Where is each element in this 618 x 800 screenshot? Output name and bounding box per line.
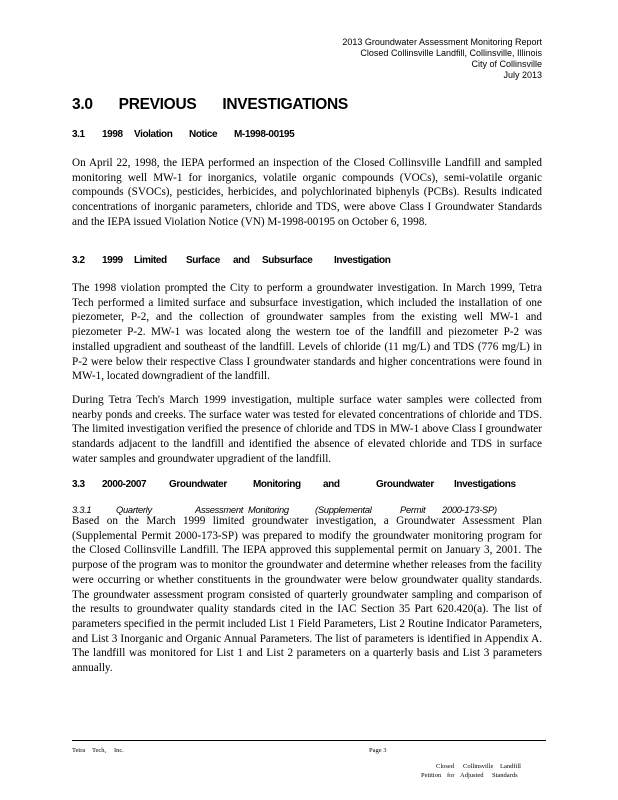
- footer-petition-word: Petition: [421, 772, 442, 779]
- paragraph-surface-water: [72, 393, 542, 467]
- footer-site-word: Closed: [436, 763, 455, 770]
- subsection-title-word: 2000-2007: [102, 479, 147, 490]
- section-title: PREVIOUS INVESTIGATIONS: [118, 96, 348, 113]
- subsection-title-word: 1998: [102, 129, 123, 140]
- footer-company-word: Inc.: [114, 747, 124, 754]
- header-client: City of Collinsville: [471, 59, 542, 69]
- paragraph-quarterly-monitoring: [72, 514, 542, 676]
- paragraph-text: During Tetra Tech's March 1999 investigation, multiple surface water samples were collected from nearby ponds and creeks. The surface water was tested for elevated concentrations of chloride and TDS. The limited investigation verified the presence of chloride and TDS in MW-1 above Class I groundwater standards adjacent to the landfill and identified the absence of elevated chloride and TDS in surface water samples and groundwater upgradient of the landfill.: [72, 394, 542, 465]
- page-header: [242, 37, 542, 81]
- subsection-number: 3.3: [72, 479, 85, 490]
- subsection-title-word: and: [233, 255, 250, 266]
- footer-site-word: Landfill: [500, 763, 521, 770]
- subsection-number: 3.1: [72, 129, 85, 140]
- subsection-title-word: 1999: [102, 255, 123, 266]
- footer-petition-word: Standards: [492, 772, 518, 779]
- footer-company-word: Tetra: [72, 747, 86, 754]
- paragraph-text: On April 22, 1998, the IEPA performed an inspection of the Closed Collinsville Landfill and sampled monitoring well MW-1 for inorganics, volatile organic compounds (VOCs), semi-volatile organic compounds (SVOCs), pesticides, herbicides, and polychlorinated biphenyls (PCBs). Results indicated concentrations of inorganic parameters, chloride and TDS, were above Class I Groundwater Standards and the IEPA issued Violation Notice (VN) M-1998-00195 on October 6, 1998.: [72, 157, 542, 228]
- subsection-title-word: M-1998-00195: [234, 129, 295, 140]
- subsection-title-word: Monitoring: [253, 479, 301, 490]
- header-site-name: Closed Collinsville Landfill, Collinsville, Illinois: [360, 48, 542, 58]
- paragraph-text: The 1998 violation prompted the City to perform a groundwater investigation. In March 1999, Tetra Tech performed a limited surface and subsurface investigation, which included the installation of one piezometer, P-2, and the collection of groundwater samples from the existing well MW-1 and piezometer P-2. MW-1 was located along the western toe of the landfill and piezometer P-2 was installed upgradient and southeast of the landfill. Levels of chloride (11 mg/L) and TDS (776 mg/L) in P-2 were below their respective Class I groundwater standards and higher concentrations were found in MW-1, located downgradient of the landfill.: [72, 282, 542, 383]
- footer-page-number: Page 3: [369, 747, 387, 754]
- paragraph-violation-notice: [72, 156, 542, 230]
- footer-company-word: Tech,: [92, 747, 107, 754]
- paragraph-text: Based on the March 1999 limited groundwater investigation, a Groundwater Assessment Plan (Supplemental Permit 2000-173-SP) was prepared to modify the groundwater monitoring program for the Closed Collinsville Landfill. The IEPA approved this supplemental permit on January 3, 2001. The purpose of the program was to monitor the groundwater and determine whether releases from the facility were occurring or whether constituents in the groundwater were below groundwater quality standards. The groundwater assessment program consisted of quarterly groundwater sampling and comparison of the results to groundwater quality standards cited in the IAC Section 35 Part 620.420(a). The list of parameters specified in the permit included List 1 Field Parameters, List 2 Routine Indicator Parameters, and List 3 Inorganic and Organic Annual Parameters. The list of parameters is identified in Appendix A. The landfill was monitored for List 1 and List 2 parameters on a quarterly basis and List 3 parameters annually.: [72, 515, 542, 675]
- subsubsection-title-word: Monitoring: [248, 504, 289, 515]
- subsection-title-word: Limited: [134, 255, 167, 266]
- subsubsection-title-word: Assessment: [195, 504, 244, 515]
- subsubsection-number: 3.3.1: [72, 504, 92, 515]
- section-heading: [72, 96, 348, 114]
- subsection-title-word: Investigation: [334, 255, 391, 266]
- subsubsection-title-word: 2000-173-SP): [442, 504, 497, 515]
- footer-site-word: Collinsville: [463, 763, 494, 770]
- subsection-title-word: Surface: [186, 255, 220, 266]
- header-report-title: 2013 Groundwater Assessment Monitoring Report: [342, 37, 542, 47]
- subsubsection-title-word: Quarterly: [116, 504, 152, 515]
- footer-petition-word: for: [447, 772, 455, 779]
- subsection-title-word: and: [323, 479, 340, 490]
- subsection-title-word: Violation: [134, 129, 173, 140]
- header-date: July 2013: [503, 70, 542, 80]
- subsubsection-title-word: Permit: [400, 504, 426, 515]
- section-number: 3.0: [72, 96, 93, 113]
- footer-divider: [72, 740, 546, 741]
- subsection-title-word: Notice: [189, 129, 218, 140]
- subsection-number: 3.2: [72, 255, 85, 266]
- subsection-title-word: Groundwater: [376, 479, 434, 490]
- subsection-title-word: Investigations: [454, 479, 516, 490]
- subsection-title-word: Subsurface: [262, 255, 313, 266]
- footer-petition-word: Adjusted: [460, 772, 484, 779]
- subsection-title-word: Groundwater: [169, 479, 227, 490]
- subsubsection-title-word: (Supplemental: [315, 504, 372, 515]
- paragraph-limited-investigation: [72, 281, 542, 384]
